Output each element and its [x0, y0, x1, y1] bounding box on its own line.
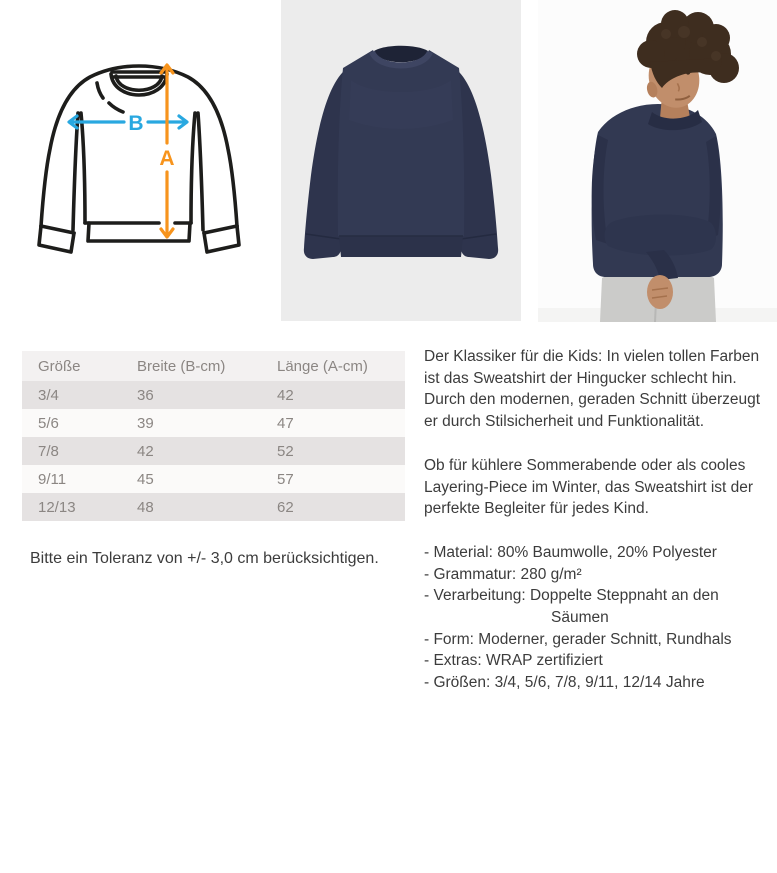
- cell-length: 57: [261, 465, 405, 493]
- feature-list: [424, 542, 777, 694]
- feature-material: - Material: 80% Baumwolle, 20% Polyester: [424, 543, 717, 561]
- size-table: [22, 351, 405, 521]
- product-photo: [281, 0, 521, 321]
- table-row: [22, 409, 405, 437]
- tolerance-note: Bitte ein Toleranz von +/- 3,0 cm berücksichtigen.: [30, 550, 379, 567]
- feature-verarbeitung: - Verarbeitung: Doppelte Steppnaht an den: [424, 587, 719, 605]
- cell-width: 45: [121, 465, 261, 493]
- length-label: A: [159, 147, 175, 170]
- width-label: B: [128, 112, 144, 135]
- cell-size: 7/8: [22, 437, 121, 465]
- feature-form: - Form: Moderner, gerader Schnitt, Rundhals: [424, 630, 732, 648]
- table-row: [22, 437, 405, 465]
- table-row: [22, 465, 405, 493]
- cell-length: 62: [261, 493, 405, 521]
- cell-length: 47: [261, 409, 405, 437]
- table-header-row: [22, 351, 405, 381]
- table-row: [22, 381, 405, 409]
- feature-extras: - Extras: WRAP zertifiziert: [424, 652, 603, 670]
- sweatshirt-line-art: [28, 45, 248, 260]
- col-header-breite: Breite (B-cm): [121, 351, 261, 381]
- feature-groessen: - Größen: 3/4, 5/6, 7/8, 9/11, 12/14 Jahre: [424, 674, 705, 692]
- col-header-laenge: Länge (A-cm): [261, 351, 405, 381]
- cell-width: 36: [121, 381, 261, 409]
- product-description: [424, 346, 777, 694]
- cell-length: 52: [261, 437, 405, 465]
- cell-width: 42: [121, 437, 261, 465]
- table-row: [22, 493, 405, 521]
- cell-width: 39: [121, 409, 261, 437]
- model-photo: [538, 0, 777, 322]
- navy-sweatshirt-image: [281, 0, 521, 321]
- cell-width: 48: [121, 493, 261, 521]
- description-paragraph: Der Klassiker für die Kids: In vielen tollen Farben ist das Sweatshirt der Hingucker schlecht hin. Durch den modernen, geraden Schnitt überzeugt er durch Stilsicherheit und Funktionalität.: [424, 348, 761, 431]
- cell-size: 3/4: [22, 381, 121, 409]
- cell-size: 5/6: [22, 409, 121, 437]
- description-paragraph: Ob für kühlere Sommerabende oder als cooles Layering-Piece im Winter, das Sweatshirt ist der perfekte Begleiter für jedes Kind.: [424, 456, 754, 518]
- cell-size: 9/11: [22, 465, 121, 493]
- size-diagram-image: [28, 45, 248, 260]
- size-table-block: [22, 351, 405, 568]
- col-header-groesse: Größe: [22, 351, 121, 381]
- feature-verarbeitung-continuation: Säumen: [551, 609, 609, 627]
- feature-grammatur: - Grammatur: 280 g/m²: [424, 565, 582, 583]
- cell-size: 12/13: [22, 493, 121, 521]
- kid-model-image: [538, 0, 777, 322]
- cell-length: 42: [261, 381, 405, 409]
